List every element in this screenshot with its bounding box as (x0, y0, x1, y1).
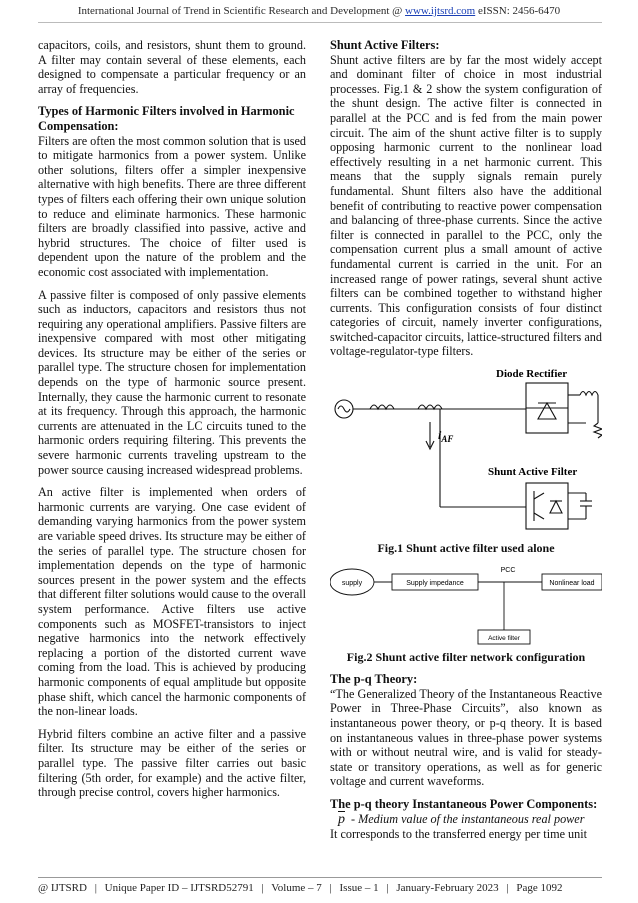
figure-caption: Fig.1 Shunt active filter used alone (377, 541, 555, 556)
pbar-text: - Medium value of the instantaneous real power (351, 811, 585, 826)
fig2-block-diagram (330, 564, 602, 646)
fig2-pcc-label: PCC (500, 566, 516, 574)
fig2-supply-label: supply (341, 579, 363, 587)
fig1-current-symbol: i (438, 428, 442, 443)
fig2-load-label: Nonlinear load (549, 579, 595, 587)
fig1-circuit-diagram (330, 367, 602, 537)
running-header (0, 5, 638, 17)
right-column (330, 38, 602, 850)
journal-url-link[interactable]: www.ijtsrd.com (405, 5, 476, 17)
section-heading: The p-q Theory: (330, 672, 418, 687)
footer-publisher: @ IJTSRD (38, 882, 87, 894)
footer-date: January-February 2023 (396, 882, 499, 894)
issn: eISSN: 2456-6470 (477, 5, 561, 17)
paragraph: Shunt active filters are by far the most widely accept and dominant filter of choice in most industrial processes. Fig.1 & 2 show the system configuration of the shunt design. The active filter is connected in parallel at the PCC and is fed from the main power circuit. The aim of the shunt active filter is to supply opposing harmonic current to the nonlinear load effectively resulting in a net harmonic current. This means that the supply signals remain purely fundamental. Shunt filters also have the additional benefit of contributing to reactive power compensation and balancing of three-phase currents. Since the active filter is connected in parallel to the PCC, only the compensation current plus a small amount of active fundamental current is carried in the unit. For an increased range of power ratings, several shunt active filters can be combined together to withstand higher currents. This configuration consists of four distinct categories of circuit, namely inverter configurations, switched-capacitor circuits, lattice-structured filters and voltage-regulator-type filters. (330, 52, 602, 359)
footer-volume: Volume – 7 (271, 882, 322, 894)
paragraph: “The Generalized Theory of the Instantaneous Reactive Power in Three-Phase Circuits”, also known as instantaneous power theory, or p-q theory. It is based on instantaneous values in three-phase power systems with or without neutral wire, and is valid for steady-state or transitory operations, as well as for generic voltage and current waveforms. (330, 686, 602, 789)
footer-separator: | (261, 882, 264, 894)
journal-name: International Journal of Trend in Scientific Research and Development @ (77, 5, 403, 17)
fig1-label-filter: Shunt Active Filter (488, 466, 578, 479)
footer-separator: | (329, 882, 332, 894)
footer-separator: | (506, 882, 509, 894)
fig1-label-current (438, 428, 453, 444)
paragraph: It corresponds to the transferred energy per time unit (330, 827, 587, 842)
fig2-filter-label: Active filter (488, 634, 520, 642)
figure-caption: Fig.2 Shunt active filter network configuration (346, 649, 586, 664)
paragraph: A passive filter is composed of only passive elements such as inductors, capacitors and resistors thus not requiring any operational amplifiers. Passive filters are inexpensive compared with most other mitigating devices. Its structure may be either of the series or parallel type. The structure chosen for implementation depends on the type of harmonic source present. Internally, they cause the harmonic current to resonate at its frequency. Through this approach, the harmonic currents are attenuated in the LC circuits tuned to the harmonic orders requiring filtering. This prevents the severe harmonic currents traveling upstream to the power source causing increased widespread problems. (38, 287, 306, 477)
paragraph: Hybrid filters combine an active filter and a passive filter. Its structure may be either of the series or parallel type. The passive filter carries out basic filtering (5th order, for example) and the active filter, through precise control, covers higher harmonics. (38, 726, 306, 800)
paragraph: capacitors, coils, and resistors, shunt them to ground. A filter may contain several of these elements, each designed to compensate a particular frequency or an array of frequencies. (38, 38, 306, 96)
section-heading: Types of Harmonic Filters involved in Harmonic Compensation: (38, 104, 295, 133)
fig2-impedance-label: Supply impedance (406, 579, 464, 587)
paragraph: Filters are often the most common solution that is used to mitigate harmonics from a power system. Unlike other solutions, filters offer a simpler inexpensive alternative with high benefits. There are three different types of filters each offering their own unique solution to reduce and eliminate harmonics. These harmonic filters are broadly classified into passive, active and hybrid structures. The choice of filter used is dependent upon the nature of the problem and the economic cost associated with implementation. (38, 133, 306, 279)
footer-issue: Issue – 1 (339, 882, 379, 894)
header-rule (38, 22, 602, 23)
footer-paper-id: Unique Paper ID – IJTSRD52791 (104, 882, 254, 894)
pbar-definition (330, 812, 602, 828)
paragraph: An active filter is implemented when orders of harmonic currents are varying. One case evident of demanding varying harmonics from the power system are variable speed drives. Its structure may be either of the series of parallel type. The structure chosen for implementation depends on the type of harmonic sources present in the power system and the effects that different filter solutions would cause to the overall system performance. Active filters use active components such as MOSFET-transistors to inject negative harmonics into the network effectively replacing a portion of the distorted current wave coming from the load. This is achieved by producing harmonic components of equal amplitude but opposite phase shift, which cancel the harmonic components of the non-linear loads. (38, 485, 306, 719)
footer-page: Page 1092 (516, 882, 563, 894)
fig1-label-rectifier: Diode Rectifier (496, 368, 568, 381)
footer-separator: | (386, 882, 389, 894)
page-footer (38, 882, 602, 894)
pbar-symbol: $\overline{p}$ (338, 811, 345, 827)
left-column (38, 38, 306, 808)
fig1-current-subscript: AF (441, 434, 454, 445)
footer-rule (38, 877, 602, 878)
section-heading: The p-q theory Instantaneous Power Components: (330, 797, 598, 811)
footer-separator: | (94, 882, 97, 894)
section-heading: Shunt Active Filters: (330, 38, 440, 52)
